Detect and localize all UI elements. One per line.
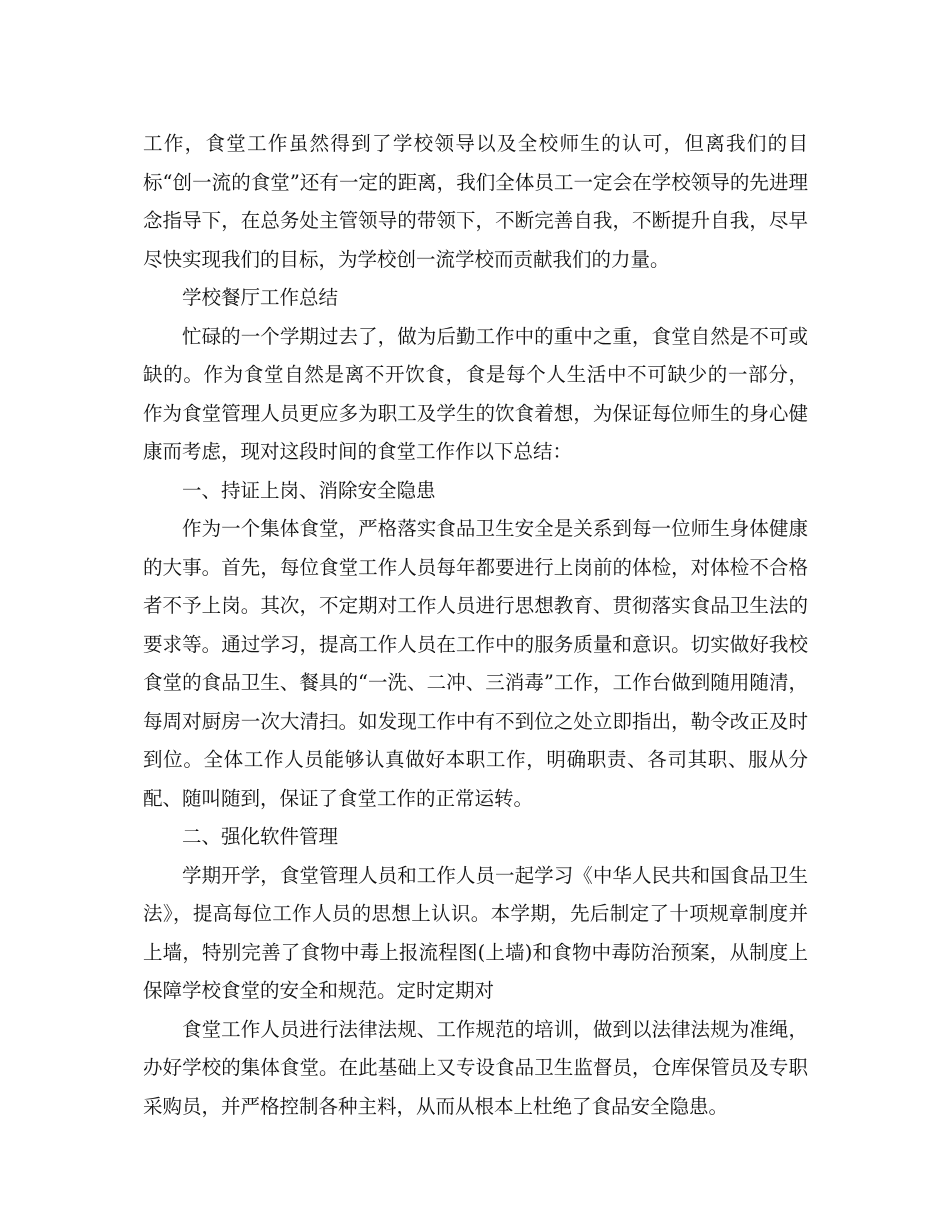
paragraph-continuation: 工作，食堂工作虽然得到了学校领导以及全校师生的认可，但离我们的目标“创一流的食堂”还有一定的距离，我们全体员工一定会在学校领导的先进理念指导下，在总务处主管领导的带领下，不断完善自我，不断提升自我，尽早尽快实现我们的目标，为学校创一流学校而贡献我们的力量。 [143,132,808,271]
paragraph-food-safety: 作为一个集体食堂，严格落实食品卫生安全是关系到每一位师生身体健康的大事。首先，每位食堂工作人员每年都要进行上岗前的体检，对体检不合格者不予上岗。其次，不定期对工作人员进行思想教育、贯彻落实食品卫生法的要求等。通过学习，提高工作人员在工作中的服务质量和意识。切实做好我校食堂的食品卫生、餐具的“一洗、二冲、三消毒”工作，工作台做到随用随清，每周对厨房一次大清扫。如发现工作中有不到位之处立即指出，勒令改正及时到位。全体工作人员能够认真做好本职工作，明确职责、各司其职、服从分配、随叫随到，保证了食堂工作的正常运转。 [143,517,808,810]
document-body [143,125,808,1126]
paragraph-intro: 忙碌的一个学期过去了，做为后勤工作中的重中之重，食堂自然是不可或缺的。作为食堂自然是离不开饮食，食是每个人生活中不可缺少的一部分， 作为食堂管理人员更应多为职工及学生的饮食着想，为保证每位师生的身心健康而考虑，现对这段时间的食堂工作作以下总结： [143,324,808,463]
paragraph-training: 食堂工作人员进行法律法规、工作规范的培训，做到以法律法规为准绳，办好学校的集体食堂。在此基础上又专设食品卫生监督员，仓库保管员及专职采购员，并严格控制各种主料，从而从根本上杜绝了食品安全隐患。 [143,1017,808,1118]
section-heading-software-management: 二、强化软件管理 [182,825,339,848]
section-heading-canteen-summary: 学校餐厅工作总结 [182,286,339,309]
section-heading-certification: 一、持证上岗、消除安全隐患 [182,478,436,502]
paragraph-regulations: 学期开学，食堂管理人员和工作人员一起学习《中华人民共和国食品卫生法》，提高每位工作人员的思想上认识。本学期，先后制定了十项规章制度并上墙，特别完善了食物中毒上报流程图(上墙)和食物中毒防治预案，从制度上保障学校食堂的安全和规范。定时定期对 [143,863,808,1002]
